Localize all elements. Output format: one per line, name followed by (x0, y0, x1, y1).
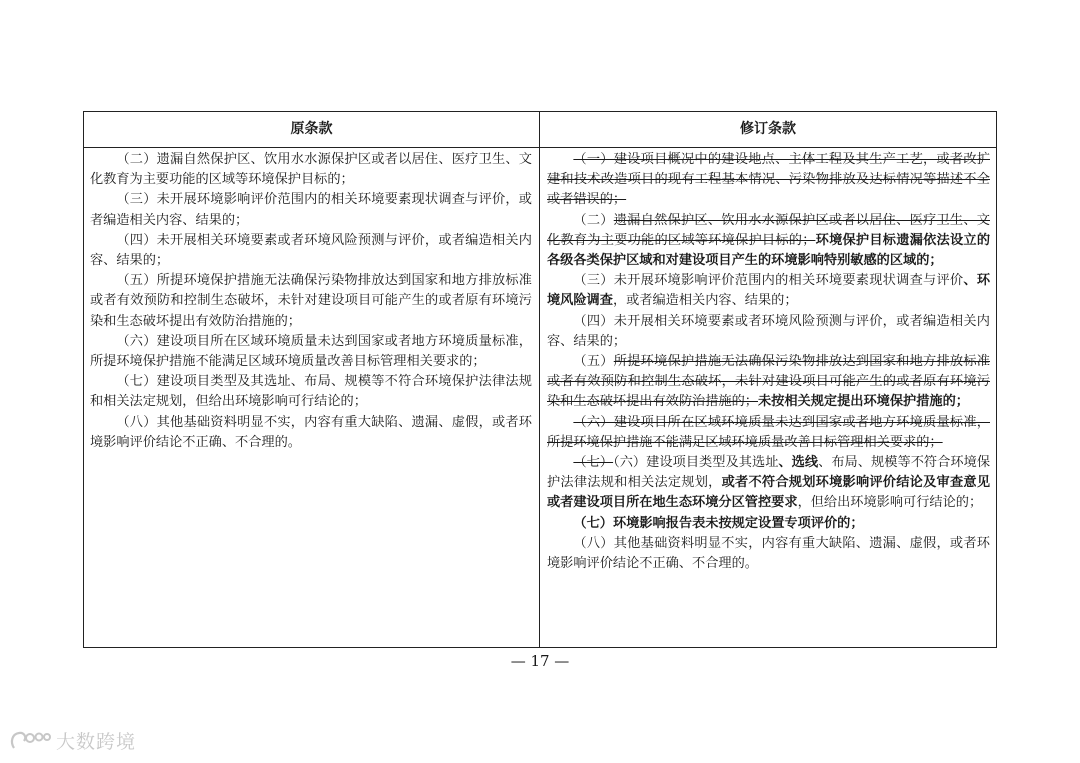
comparison-table (83, 111, 997, 648)
header-original: 原条款 (290, 121, 333, 137)
clause-text: （三）未开展环境影响评价范围内的相关环境要素现状调查与评价 (573, 273, 964, 289)
original-clause-8: （八）其他基础资料明显不实，内容有重大缺陷、遗漏、虚假，或者环境影响评价结论不正确、不合理的。 (90, 414, 532, 450)
deleted-text: 所提环境保护措施无法确保污染物排放达到国家和地方排放标准或者有效预防和控制生态破坏，未针对建设项目可能产生的或者原有环境污染和生态破坏提出有效防治措施的； (547, 354, 990, 410)
clause-number: （五） (573, 354, 614, 370)
deleted-text: （一）建设项目概况中的建设地点、主体工程及其生产工艺，或者改扩建和技术改造项目的现有工程基本情况、污染物排放及达标情况等描述不全或者错误的； (547, 152, 990, 208)
revised-clause-2 (547, 211, 990, 272)
clause-text: 、布局、规模等不符合环境保护法律法规和相关法定规划， (547, 455, 991, 491)
header-divider (84, 147, 996, 148)
added-text: 、环境风险调查 (547, 273, 991, 309)
clause-text: （六）建设项目类型及其选址 (613, 455, 779, 471)
revised-clause-8 (547, 514, 990, 534)
clause-number: （二） (573, 212, 614, 228)
revised-clause-7 (547, 453, 990, 514)
clause-text: ，或者编造相关内容、结果的； (612, 293, 798, 309)
revised-clause-5 (547, 352, 990, 413)
added-text: （七）环境影响报告表未按规定设置专项评价的； (573, 515, 864, 531)
page-number: — 17 — (510, 652, 570, 670)
revised-column (547, 150, 990, 574)
original-clause-6: （六）建设项目所在区域环境质量未达到国家或者地方环境质量标准，所提环境保护措施不能满足区域环境质量改善目标管理相关要求的； (90, 333, 532, 370)
original-clause-3: （三）未开展环境影响评价范围内的相关环境要素现状调查与评价，或者编造相关内容、结果的； (90, 192, 532, 228)
original-clause-4: （四）未开展相关环境要素或者环境风险预测与评价，或者编造相关内容、结果的； (90, 232, 532, 269)
deleted-text: 遗漏自然保护区、饮用水水源保护区或者以居住、医疗卫生、文化教育为主要功能的区域等环境保护目标的； (547, 212, 990, 248)
added-text: 未按相关规定提出环境保护措施的； (758, 394, 969, 410)
deleted-number: （七） (573, 455, 614, 471)
clause-text: ，但给出环境影响可行结论的； (797, 495, 983, 511)
revised-clause-4: （四）未开展相关环境要素或者环境风险预测与评价，或者编造相关内容、结果的； (547, 313, 990, 349)
watermark-logo-icon (8, 728, 52, 754)
original-clause-7: （七）建设项目类型及其选址、布局、规模等不符合环境保护法律法规和相关法定规划，但给出环境影响可行结论的； (90, 374, 532, 410)
original-column (90, 150, 532, 453)
revised-clause-1 (547, 150, 990, 211)
added-text: 环境保护目标遗漏依法设立的各级各类保护区域和对建设项目产生的环境影响特别敏感的区域的； (547, 232, 991, 269)
original-clause-2: （二）遗漏自然保护区、饮用水水源保护区或者以居住、医疗卫生、文化教育为主要功能的区域等环境保护目标的； (90, 152, 532, 188)
added-text: 、选线 (778, 455, 819, 471)
added-text: 或者不符合规划环境影响评价结论及审查意见或者建设项目所在地生态环境分区管控要求 (547, 475, 991, 511)
column-divider (539, 112, 540, 647)
deleted-text: （六）建设项目所在区域环境质量未达到国家或者地方环境质量标准，所提环境保护措施不能满足区域环境质量改善目标管理相关要求的； (547, 414, 990, 450)
watermark-text: 大数跨境 (56, 731, 137, 753)
revised-clause-3 (547, 271, 990, 311)
revised-clause-6 (547, 413, 990, 453)
watermark (8, 727, 136, 754)
original-clause-5: （五）所提环境保护措施无法确保污染物排放达到国家和地方排放标准或者有效预防和控制生态破坏，未针对建设项目可能产生的或者原有环境污染和生态破坏提出有效防治措施的； (90, 273, 532, 329)
header-revised: 修订条款 (740, 121, 796, 137)
revised-clause-9: （八）其他基础资料明显不实，内容有重大缺陷、遗漏、虚假，或者环境影响评价结论不正确、不合理的。 (547, 535, 990, 572)
